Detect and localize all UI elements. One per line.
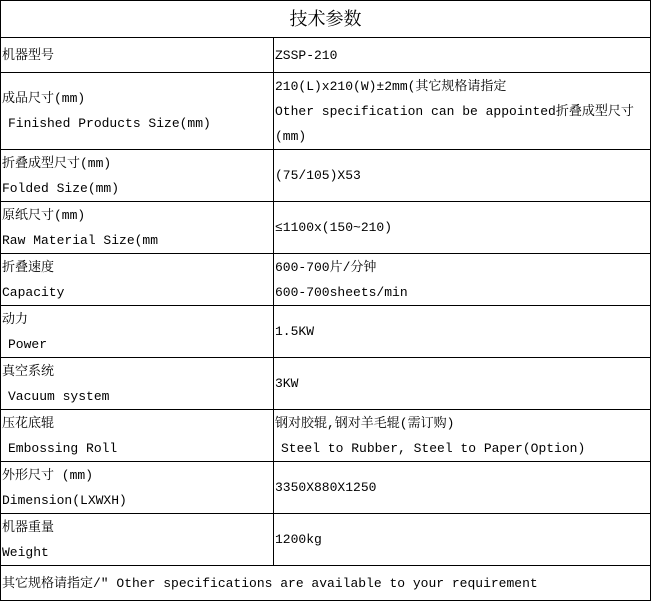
label-cell xyxy=(1,410,274,462)
label-en: Raw Material Size(mm xyxy=(2,232,159,248)
table-row xyxy=(1,462,651,514)
table-row xyxy=(1,202,651,254)
value-text: 600-700sheets/min xyxy=(275,284,408,300)
value-text: ZSSP-210 xyxy=(275,47,338,63)
label-zh: 成品尺寸(mm) xyxy=(2,91,86,106)
value-cell xyxy=(274,202,651,254)
table-row xyxy=(1,73,651,150)
table-row xyxy=(1,514,651,566)
value-text: ≤1100x(150~210) xyxy=(275,220,393,235)
value-cell xyxy=(274,38,651,73)
value-cell xyxy=(274,150,651,202)
value-text: Other specification can be appointed折叠成型尺寸(mm) xyxy=(275,103,634,144)
value-cell xyxy=(274,410,651,462)
value-cell xyxy=(274,306,651,358)
value-text: Steel to Rubber, Steel to Paper(Option) xyxy=(281,440,586,456)
label-en: Dimension(LXWXH) xyxy=(2,492,127,508)
value-cell xyxy=(274,358,651,410)
label-cell xyxy=(1,358,274,410)
table-row xyxy=(1,150,651,202)
label-cell xyxy=(1,202,274,254)
label-en: Vacuum system xyxy=(8,388,110,404)
value-text: 210(L)x210(W)±2mm(其它规格请指定 xyxy=(275,78,507,94)
label-cell xyxy=(1,514,274,566)
label-en: Folded Size(mm) xyxy=(2,180,120,196)
label-en: Weight xyxy=(2,544,49,560)
footer-row xyxy=(1,566,651,601)
label-en: Embossing Roll xyxy=(8,440,118,456)
value-text: 3KW xyxy=(275,376,299,391)
label-zh: 外形尺寸 (mm) xyxy=(2,467,94,483)
table-row xyxy=(1,306,651,358)
table-row xyxy=(1,38,651,73)
table-row xyxy=(1,254,651,306)
title-row xyxy=(1,1,651,38)
label-zh: 真空系统 xyxy=(2,363,55,379)
label-cell xyxy=(1,150,274,202)
value-cell xyxy=(274,254,651,306)
value-text: 600-700片/分钟 xyxy=(275,259,377,275)
table-title: 技术参数 xyxy=(1,1,651,38)
footer-note: 其它规格请指定/" Other specifications are available to your requirement xyxy=(1,566,651,601)
label-en: Capacity xyxy=(2,284,65,300)
label-cell xyxy=(1,306,274,358)
value-cell xyxy=(274,514,651,566)
label-zh: 机器重量 xyxy=(2,519,55,535)
value-text: (75/105)X53 xyxy=(275,168,361,183)
table-row xyxy=(1,358,651,410)
label-cell xyxy=(1,73,274,150)
label-zh: 机器型号 xyxy=(2,47,55,63)
value-text: 1.5KW xyxy=(275,324,315,339)
table-row xyxy=(1,410,651,462)
label-en: Power xyxy=(8,336,48,352)
label-en: Finished Products Size(mm) xyxy=(8,116,211,131)
label-cell xyxy=(1,254,274,306)
label-zh: 原纸尺寸(mm) xyxy=(2,207,86,223)
value-text: 1200kg xyxy=(275,532,322,547)
label-zh: 压花底辊 xyxy=(2,415,55,431)
value-cell xyxy=(274,73,651,150)
label-cell xyxy=(1,462,274,514)
value-text: 钢对胶辊,钢对羊毛辊(需订购) xyxy=(275,415,455,431)
value-text: 3350X880X1250 xyxy=(275,480,377,495)
label-zh: 折叠速度 xyxy=(2,259,55,275)
label-cell xyxy=(1,38,274,73)
label-zh: 动力 xyxy=(2,311,29,327)
value-cell xyxy=(274,462,651,514)
label-zh: 折叠成型尺寸(mm) xyxy=(2,155,112,171)
